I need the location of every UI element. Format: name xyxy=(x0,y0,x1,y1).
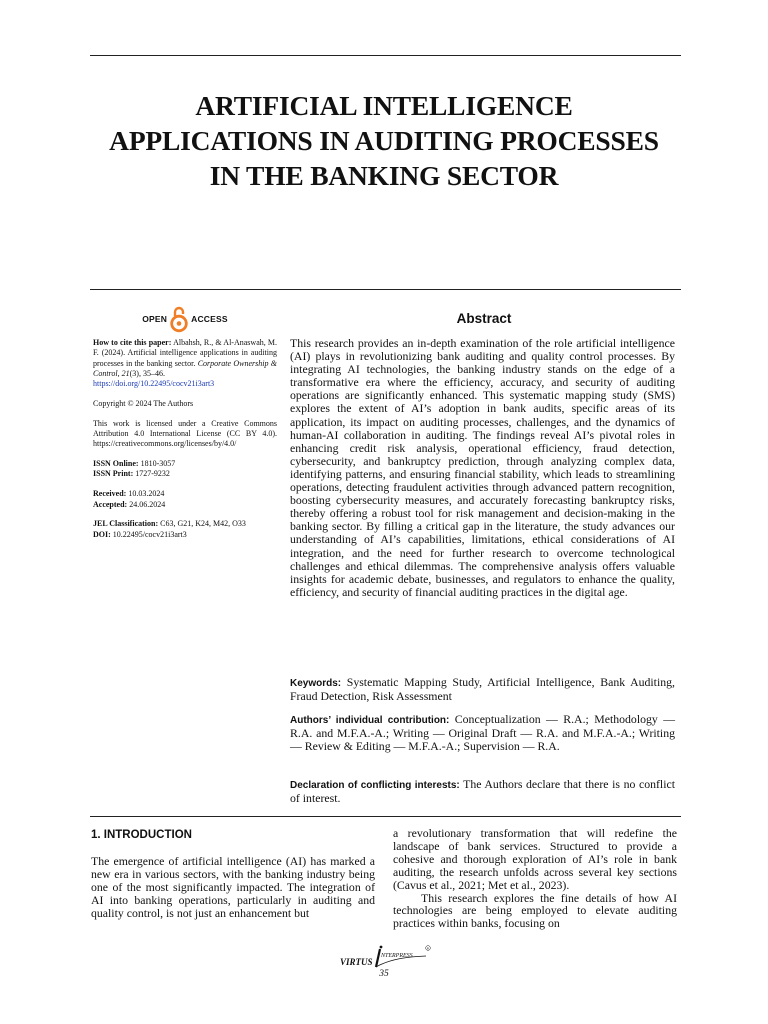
issn-print-label: ISSN Print: xyxy=(93,469,134,479)
logo-right-text: NTERPRESS xyxy=(381,953,413,959)
authors-contribution xyxy=(290,713,675,753)
license-notice: This work is licensed under a Creative Commons Attribution 4.0 International License (CC BY 4.0). https://creativecommons.org/licenses/by/4.0/ xyxy=(93,418,277,449)
body-rule xyxy=(90,816,681,817)
keywords xyxy=(290,676,675,703)
citation-label: How to cite this paper: xyxy=(93,338,172,347)
article-info-column xyxy=(93,304,277,549)
issn-online-value: 1810-3057 xyxy=(138,459,176,469)
issn-online xyxy=(93,459,277,469)
keywords-text: Systematic Mapping Study, Artificial Intelligence, Bank Auditing, Fraud Detection, Risk Assessment xyxy=(290,675,675,704)
accepted-date xyxy=(93,500,277,510)
accepted-label: Accepted: xyxy=(93,499,128,509)
open-access-badge xyxy=(93,304,277,334)
contribution-label: Authors’ individual contribution: xyxy=(290,715,450,726)
abstract-text: This research provides an in-depth examination of the role artificial intelligence (AI) plays in revolutionizing bank auditing and quality control processes. By integrating AI technologies, the banking industry stands on the edge of a transformative era where the efficiency, accuracy, and security of auditing operations are significantly enhanced. This systematic mapping study (SMS) explores the extent of AI’s adoption in bank audits, specific areas of its application, its impact on auditing processes, challenges, and the dynamics of human-AI collaboration in auditing. The findings reveal AI’s pivotal roles in enhancing credit risk analysis, operational efficiency, fraud detection, cybersecurity, and bankruptcy prediction, through analyzing complex data, identifying patterns, and ensuring financial stability, which leads to streamlining operations, detecting fraudulent activities through advanced pattern recognition, boosting cybersecurity measures, and accurately forecasting bankruptcy risks, thereby offering a robust tool for risk management and decision-making in the banking sector. By filling a critical gap in the literature, the study advances our understanding of AI’s capabilities, limitations, ethical considerations of AI integration, and the need for further research to overcome technological challenges and ethical dilemmas. The comprehensive analysis offers valuable insights for academic debate, businesses, and regulators to enhance the quality, efficiency, and security of financial auditing practices in the digital age. xyxy=(290,336,675,599)
svg-text:R: R xyxy=(426,946,429,951)
jel-classification xyxy=(93,519,277,529)
conflict-text: The Authors declare that there is no conflict of interest. xyxy=(290,777,676,806)
citation-journal: Corporate Ownership & Control, 21 xyxy=(93,358,277,378)
received-date xyxy=(93,489,277,499)
page-number: 35 xyxy=(379,969,389,979)
copyright-notice: Copyright © 2024 The Authors xyxy=(93,398,194,408)
introduction-column-1: The emergence of artificial intelligence (AI) has marked a new era in various sectors, with the banking industry being one of the most significantly impacted. The integration of AI into banking operations, particularly in auditing and quality control, is not just an enhancement but xyxy=(91,854,375,920)
title-line-1: ARTIFICIAL INTELLIGENCE xyxy=(195,90,573,121)
conflict-label: Declaration of conflicting interests: xyxy=(290,780,460,791)
logo-left-text: VIRTUS xyxy=(340,957,373,967)
keywords-label: Keywords: xyxy=(290,678,342,689)
received-label: Received: xyxy=(93,489,127,499)
citation-issue: (3), 35–46. xyxy=(129,368,165,378)
open-access-lock-icon xyxy=(170,305,188,333)
issn-print-value: 1727-9232 xyxy=(133,469,170,479)
introduction-paragraph-continued: a revolutionary transformation that will redefine the landscape of bank services. Structured to provide a cohesive and thorough exploration of AI’s role in bank auditing, the research unfolds across several key sections (Cavus et al., 2021; Met et al., 2023). xyxy=(393,826,677,892)
contribution-text: Conceptualization — R.A.; Methodology — R.A. and M.F.A.-A.; Writing — Original Draft — R.A. and M.F.A.-A.; Writing — Review & Editing — M.F.A.-A.; Supervision — R.A. xyxy=(290,712,675,754)
open-access-right-text: ACCESS xyxy=(191,313,228,324)
paper-title xyxy=(60,88,708,193)
abstract-heading: Abstract xyxy=(456,311,512,326)
title-line-3: IN THE BANKING SECTOR xyxy=(209,160,559,191)
doi-info xyxy=(93,530,277,540)
received-value: 10.03.2024 xyxy=(126,489,165,499)
open-access-left-text: OPEN xyxy=(142,313,168,324)
jel-value: C63, G21, K24, M42, O33 xyxy=(158,519,246,529)
title-line-2: APPLICATIONS IN AUDITING PROCESSES xyxy=(109,125,659,156)
issn-online-label: ISSN Online: xyxy=(93,459,139,469)
doi-value: 10.22495/cocv21i3art3 xyxy=(110,529,187,539)
citation-text: Albahsh, R., & Al-Anaswah, M. F. (2024). Artificial intelligence applications in auditing processes in the banking sector. xyxy=(93,338,278,368)
conflict-declaration xyxy=(290,778,675,805)
top-rule xyxy=(90,55,681,56)
section-rule xyxy=(90,289,681,290)
citation-info xyxy=(93,338,277,389)
accepted-value: 24.06.2024 xyxy=(127,499,166,509)
introduction-paragraph-2: This research explores the fine details of how AI technologies are being employed to elevate auditing practices within banks, focusing on xyxy=(393,890,677,931)
doi-label: DOI: xyxy=(93,529,111,539)
issn-print xyxy=(93,469,277,479)
introduction-heading: 1. INTRODUCTION xyxy=(91,829,192,841)
introduction-column-2 xyxy=(393,827,677,930)
citation-doi-link[interactable]: https://doi.org/10.22495/cocv21i3art3 xyxy=(93,379,215,389)
jel-label: JEL Classification: xyxy=(93,519,159,529)
